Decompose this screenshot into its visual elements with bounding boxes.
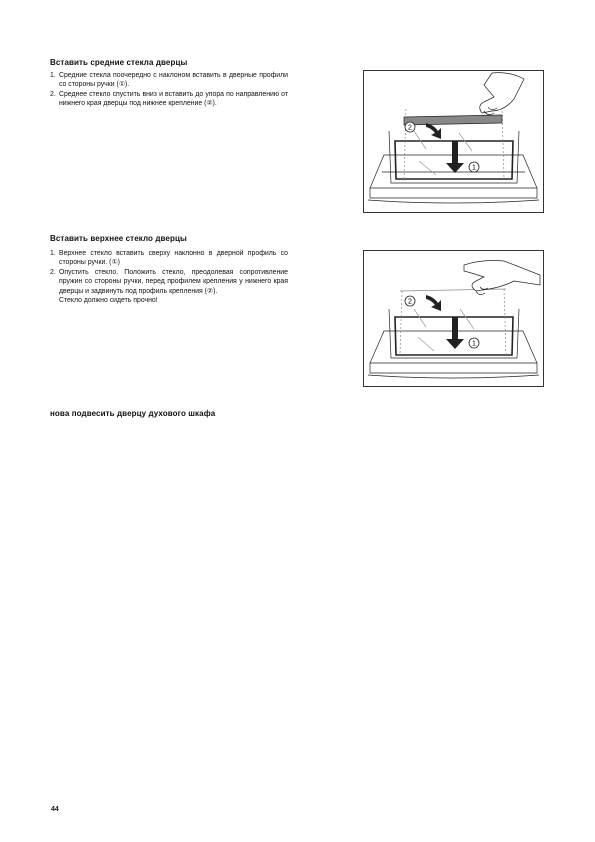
section-heading-middle-glass: Вставить средние стекла дверцы (50, 58, 188, 67)
step-number: 2. (50, 268, 56, 276)
page-number: 44 (51, 806, 59, 813)
callout-label: 1 (472, 164, 476, 172)
callout-label: 2 (408, 298, 412, 306)
step-text: Среднее стекло спустить вниз и вставить до упора по направлению от нижнего края дверцы под нижнее крепление (②). (59, 90, 288, 108)
section-heading-rehang-door: нова подвесить дверцу духового шкафа (50, 409, 216, 418)
step-item (50, 90, 288, 109)
step-number: 1. (50, 72, 56, 79)
step-item (50, 268, 288, 306)
step-number: 2. (50, 90, 56, 98)
step-text: Верхнее стекло вставить сверху наклонно в дверной профиль со стороны ручки. (①) (59, 250, 288, 267)
oven-door-illustration (364, 71, 543, 212)
step-item (50, 249, 288, 268)
figure-top-glass (363, 250, 544, 387)
steps-top-glass (50, 249, 288, 305)
oven-door-illustration (364, 251, 543, 386)
section-heading-top-glass: Вставить верхнее стекло дверцы (50, 234, 187, 243)
step-text: Средние стекла поочередно с наклоном вставить в дверные профили со стороны ручки (①). (59, 72, 288, 89)
figure-middle-glass (363, 70, 544, 213)
step-note: Стекло должно сидеть прочно! (59, 297, 158, 305)
callout-label: 2 (408, 124, 412, 132)
step-number: 1. (50, 250, 56, 257)
steps-middle-glass (50, 71, 288, 109)
callout-label: 1 (472, 340, 476, 348)
step-item (50, 71, 288, 90)
step-text: Опустить стекло. Положить стекло, преодолевая сопротивление пружин со стороны ручки, перед профилем крепления у нижнего края дверцы и задвинуть под профиль крепления (②). (59, 268, 288, 295)
